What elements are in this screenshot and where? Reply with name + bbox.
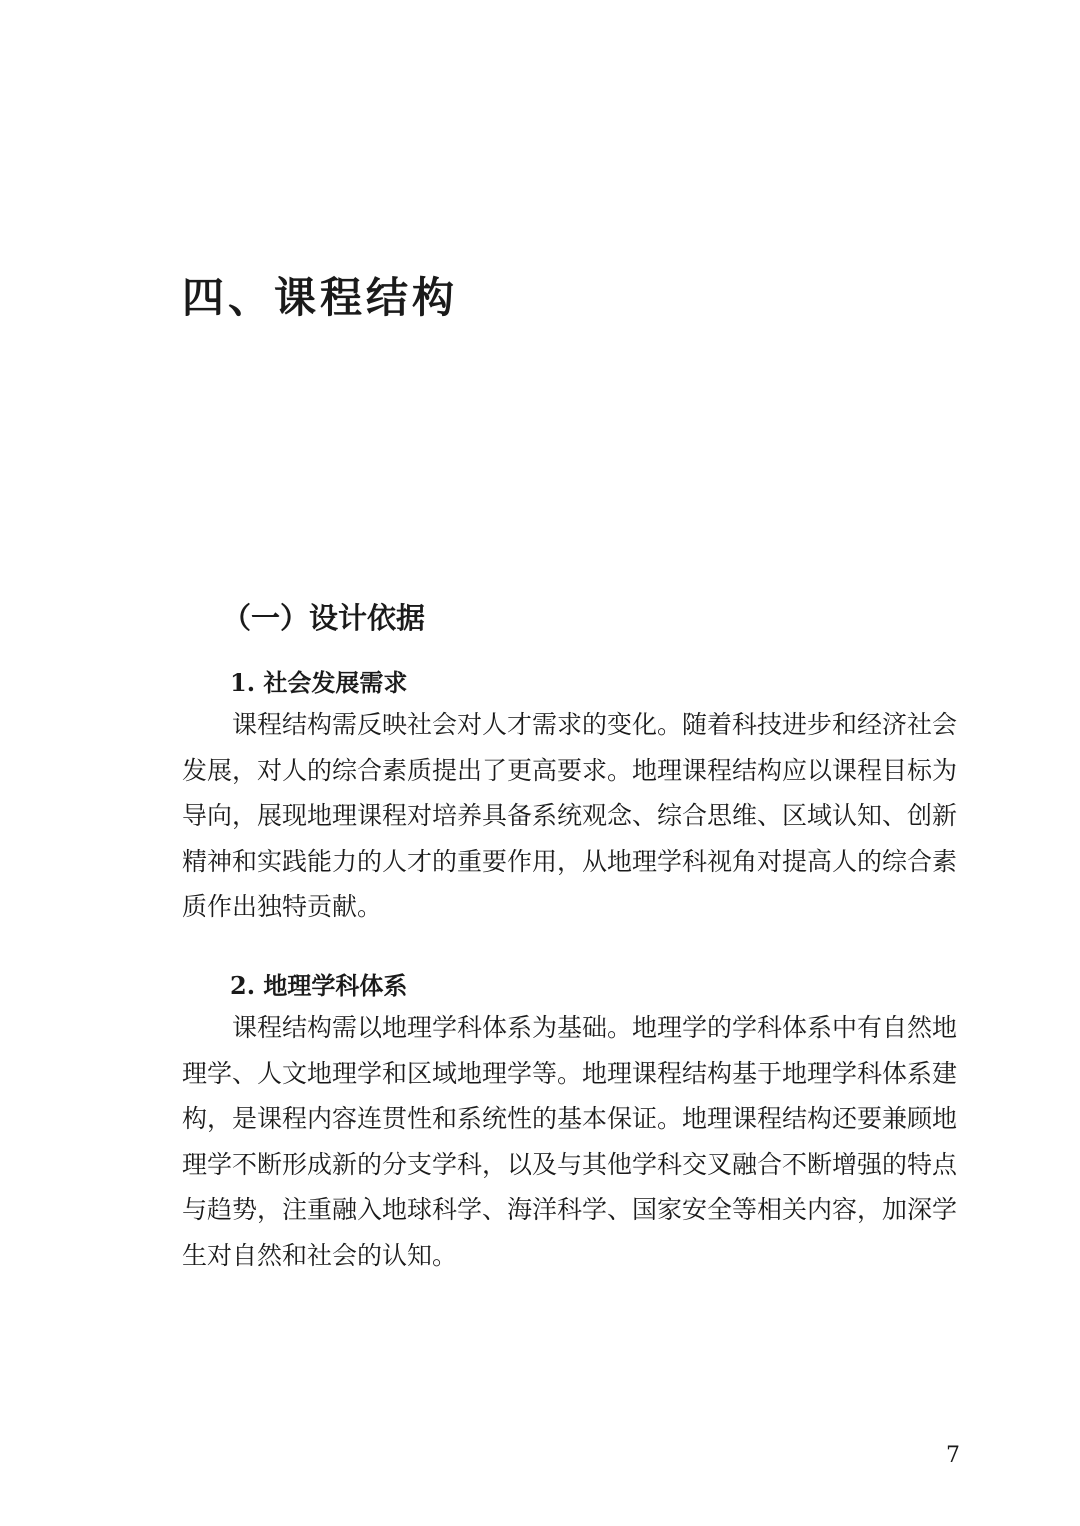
paragraph-line: 理学不断形成新的分支学科，以及与其他学科交叉融合不断增强的特点 — [182, 1149, 958, 1179]
chapter-title: 四、课程结构 — [182, 273, 459, 322]
paragraph-line: 质作出独特贡献。 — [182, 892, 383, 921]
paragraph-line: 与趋势，注重融入地球科学、海洋科学、国家安全等相关内容，加深学 — [182, 1195, 958, 1224]
paragraph-line: 理学、人文地理学和区域地理学等。地理课程结构基于地理学科体系建 — [182, 1058, 958, 1088]
paragraph-line: 发展，对人的综合素质提出了更高要求。地理课程结构应以课程目标为 — [182, 755, 958, 785]
paragraph-line: 课程结构需反映社会对人才需求的变化。随着科技进步和经济社会 — [232, 710, 958, 739]
subsection-geography-system — [182, 967, 958, 1278]
paragraph-line: 精神和实践能力的人才的重要作用，从地理学科视角对提高人的综合素 — [182, 846, 958, 876]
page-number: 7 — [946, 1443, 960, 1468]
paragraph-line: 构，是课程内容连贯性和系统性的基本保证。地理课程结构还要兼顾地 — [182, 1104, 958, 1133]
paragraph-line: 生对自然和社会的认知。 — [182, 1240, 458, 1270]
subsection-heading: 2. 地理学科体系 — [230, 971, 408, 1000]
subsection-social-needs — [182, 664, 958, 930]
paragraph-line: 课程结构需以地理学科体系为基础。地理学的学科体系中有自然地 — [232, 1013, 958, 1042]
paragraph-line: 导向，展现地理课程对培养具备系统观念、综合思维、区域认知、创新 — [182, 801, 958, 830]
section-title: （一）设计依据 — [222, 601, 426, 635]
subsection-heading: 1. 社会发展需求 — [230, 668, 408, 697]
